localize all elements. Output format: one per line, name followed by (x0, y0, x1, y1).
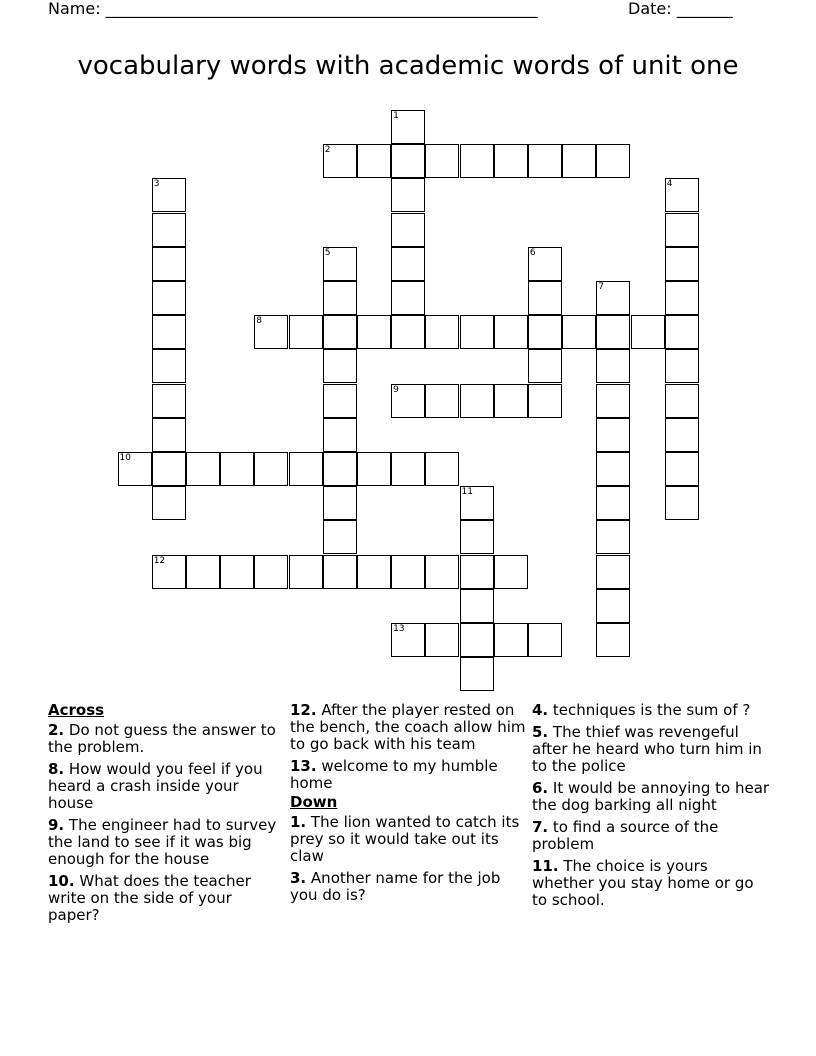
grid-cell[interactable] (528, 144, 562, 178)
grid-cell[interactable] (152, 178, 186, 212)
clue-number: 12 (153, 555, 166, 566)
grid-cell[interactable] (289, 452, 323, 486)
grid-cell[interactable] (357, 144, 391, 178)
grid-cell[interactable] (323, 384, 357, 418)
clue-across-2: 2. Do not guess the answer to the problem. (48, 721, 276, 756)
puzzle-title: vocabulary words with academic words of unit one (77, 51, 739, 81)
grid-cell[interactable] (596, 486, 630, 520)
clue-number: 8 (256, 316, 263, 327)
grid-cell[interactable] (494, 384, 528, 418)
grid-cell[interactable] (596, 315, 630, 349)
grid-cell[interactable] (186, 452, 220, 486)
grid-cell[interactable] (391, 384, 425, 418)
grid-cell[interactable] (596, 281, 630, 315)
clues-column-3 (532, 702, 772, 914)
clue-number: 7 (598, 282, 605, 292)
grid-cell[interactable] (562, 144, 596, 178)
across-heading: Across (48, 701, 105, 719)
grid-cell[interactable] (323, 349, 357, 383)
grid-cell[interactable] (460, 555, 494, 589)
grid-cell[interactable] (323, 555, 357, 589)
clue-number: 1 (393, 111, 399, 121)
grid-cell[interactable] (665, 247, 699, 281)
grid-cell[interactable] (254, 555, 288, 589)
grid-cell[interactable] (289, 315, 323, 349)
grid-cell[interactable] (391, 247, 425, 281)
grid-cell[interactable] (220, 452, 254, 486)
clue-down-6: 6. It would be annoying to hear the dog barking all night (532, 779, 770, 814)
grid-cell[interactable] (665, 418, 699, 452)
grid-cell[interactable] (494, 315, 528, 349)
grid-cell[interactable] (460, 486, 494, 520)
down-heading: Down (290, 793, 338, 811)
grid-cell[interactable] (665, 486, 699, 520)
grid-cell[interactable] (460, 623, 494, 657)
grid-cell[interactable] (152, 486, 186, 520)
grid-cell[interactable] (665, 452, 699, 486)
clue-number: 6 (529, 247, 536, 258)
grid-cell[interactable] (152, 418, 186, 452)
grid-cell[interactable] (460, 144, 494, 178)
grid-cell[interactable] (152, 452, 186, 486)
grid-cell[interactable] (323, 452, 357, 486)
grid-cell[interactable] (425, 384, 459, 418)
grid-cell[interactable] (357, 452, 391, 486)
grid-cell[interactable] (220, 555, 254, 589)
grid-cell[interactable] (357, 315, 391, 349)
grid-cell[interactable] (323, 486, 357, 520)
grid-cell[interactable] (631, 315, 665, 349)
grid-cell[interactable] (357, 555, 391, 589)
clue-down-4: 4. techniques is the sum of ? (532, 701, 751, 719)
grid-cell[interactable] (665, 315, 699, 349)
grid-cell[interactable] (152, 213, 186, 247)
clue-number: 9 (393, 384, 399, 395)
grid-cell[interactable] (596, 623, 630, 657)
grid-cell[interactable] (323, 315, 357, 349)
name-field[interactable]: Name: ______________________________________________________ (48, 0, 538, 18)
clue-number: 3 (153, 179, 160, 190)
grid-cell[interactable] (596, 384, 630, 418)
grid-cell[interactable] (425, 452, 459, 486)
grid-cell[interactable] (152, 281, 186, 315)
grid-cell[interactable] (665, 349, 699, 383)
grid-cell[interactable] (460, 520, 494, 554)
date-field[interactable]: Date: _______ (628, 0, 733, 18)
clue-across-9: 9. The engineer had to survey the land to see if it was big enough for the house (48, 816, 277, 868)
grid-cell[interactable] (425, 623, 459, 657)
grid-cell[interactable] (186, 555, 220, 589)
grid-cell[interactable] (596, 349, 630, 383)
grid-cell[interactable] (665, 384, 699, 418)
grid-cell[interactable] (596, 144, 630, 178)
grid-cell[interactable] (494, 623, 528, 657)
grid-cell[interactable] (152, 555, 186, 589)
clue-down-7: 7. to find a source of the problem (532, 818, 719, 853)
grid-cell[interactable] (528, 623, 562, 657)
grid-cell[interactable] (562, 315, 596, 349)
grid-cell[interactable] (460, 657, 494, 691)
grid-cell[interactable] (323, 144, 357, 178)
grid-cell[interactable] (596, 520, 630, 554)
grid-cell[interactable] (425, 315, 459, 349)
grid-cell[interactable] (528, 247, 562, 281)
clue-number: 2 (324, 145, 331, 156)
grid-cell[interactable] (665, 178, 699, 212)
grid-cell[interactable] (289, 555, 323, 589)
grid-cell[interactable] (460, 589, 494, 623)
clue-number: 4 (666, 179, 673, 190)
clue-number: 10 (119, 453, 131, 463)
grid-cell[interactable] (254, 452, 288, 486)
grid-cell[interactable] (528, 315, 562, 349)
clue-number: 5 (324, 247, 331, 258)
grid-cell[interactable] (323, 520, 357, 554)
grid-cell[interactable] (494, 555, 528, 589)
grid-cell[interactable] (152, 315, 186, 349)
grid-cell[interactable] (425, 555, 459, 589)
grid-cell[interactable] (665, 213, 699, 247)
clues-column-1 (48, 702, 280, 929)
clue-down-1: 1. The lion wanted to catch its prey so it would take out its claw (290, 813, 520, 865)
grid-cell[interactable] (391, 110, 425, 144)
grid-cell[interactable] (596, 418, 630, 452)
clue-down-11: 11. The choice is yours whether you stay home or go to school. (532, 857, 754, 909)
grid-cell[interactable] (254, 315, 288, 349)
clue-down-3: 3. Another name for the job you do is? (290, 869, 501, 904)
grid-cell[interactable] (391, 555, 425, 589)
grid-cell[interactable] (665, 281, 699, 315)
grid-cell[interactable] (323, 247, 357, 281)
grid-cell[interactable] (494, 144, 528, 178)
grid-cell[interactable] (596, 555, 630, 589)
grid-cell[interactable] (528, 384, 562, 418)
grid-cell[interactable] (391, 281, 425, 315)
grid-cell[interactable] (425, 144, 459, 178)
grid-cell[interactable] (596, 589, 630, 623)
grid-cell[interactable] (323, 418, 357, 452)
clues-column-2 (290, 702, 526, 909)
grid-cell[interactable] (460, 384, 494, 418)
grid-cell[interactable] (323, 281, 357, 315)
grid-cell[interactable] (152, 384, 186, 418)
grid-cell[interactable] (460, 315, 494, 349)
clue-number: 11 (461, 487, 473, 498)
grid-cell[interactable] (152, 247, 186, 281)
grid-cell[interactable] (528, 349, 562, 383)
grid-cell[interactable] (152, 349, 186, 383)
grid-cell[interactable] (391, 144, 425, 178)
grid-cell[interactable] (391, 178, 425, 212)
grid-cell[interactable] (528, 281, 562, 315)
clue-down-5: 5. The thief was revengeful after he heard who turn him in to the police (532, 723, 762, 775)
grid-cell[interactable] (596, 452, 630, 486)
grid-cell[interactable] (391, 452, 425, 486)
clue-across-12: 12. After the player rested on the bench, the coach allow him to go back with his team (290, 701, 526, 753)
grid-cell[interactable] (391, 623, 425, 657)
clue-across-10: 10. What does the teacher write on the side of your paper? (48, 872, 251, 924)
grid-cell[interactable] (391, 213, 425, 247)
clue-across-13: 13. welcome to my humble home (290, 757, 498, 792)
grid-cell[interactable] (391, 315, 425, 349)
grid-cell[interactable] (118, 452, 152, 486)
clue-across-8: 8. How would you feel if you heard a crash inside your house (48, 760, 263, 812)
clue-number: 13 (393, 624, 405, 634)
